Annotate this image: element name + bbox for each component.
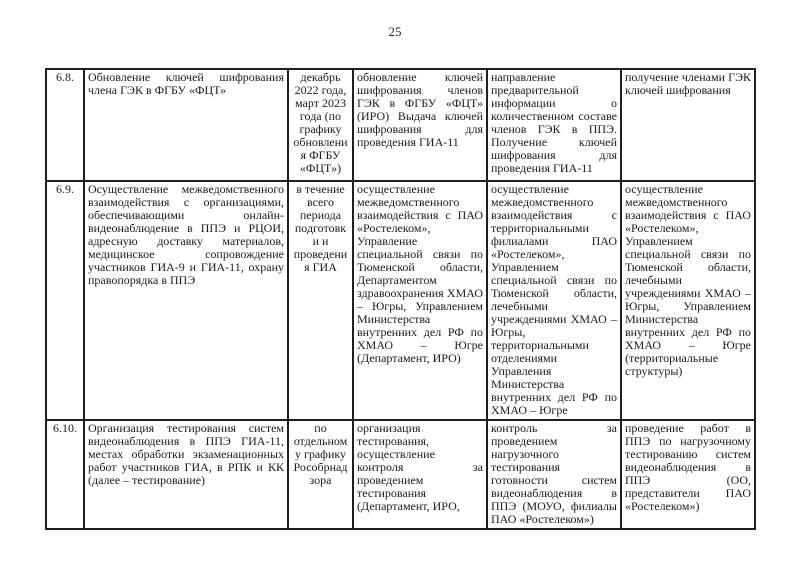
regional-actions-cell: обновление ключей шифрования членов ГЭК в ФГБУ «ФЦТ» (ИРО) Выдача ключей шифрования для проведения ГИА-11 [353, 69, 487, 181]
period-cell: по отдельному графику Рособрнадзора [288, 420, 353, 529]
school-actions-cell: получение членами ГЭК ключей шифрования [621, 69, 755, 181]
row-number-cell: 6.10. [46, 420, 84, 529]
row-number-cell: 6.9. [46, 181, 84, 420]
table-row-6-10 [46, 420, 755, 529]
regional-actions-cell: осуществление межведомственного взаимодействия с ПАО «Ростелеком», Управление специальной связи по Тюменской области, Департаментом здравоохранения ХМАО – Югры, Управлением Министерства внутренних дел РФ по ХМАО – Югре (Департамент, ИРО) [353, 181, 487, 420]
activity-table [45, 68, 756, 530]
school-actions-cell: осуществление межведомственного взаимодействия с ПАО «Ростелеком», Управлением специальной связи по Тюменской области, лечебными учреждениями ХМАО – Югры, Управлением Министерства внутренних дел РФ по ХМАО – Югре (территориальные структуры) [621, 181, 755, 420]
activity-cell: Организация тестирования систем видеонаблюдения в ППЭ ГИА-11, местах обработки экзаменационных работ участников ГИА, в РПК и КК (далее – тестирование) [84, 420, 288, 529]
municipal-actions-cell: контроль за проведением нагрузочного тестирования готовности систем видеонаблюдения в ППЭ (МОУО, филиалы ПАО «Ростелеком») [487, 420, 621, 529]
regional-actions-cell: организация тестирования, осуществление контроля за проведением тестирования (Департамент, ИРО, [353, 420, 487, 529]
activity-cell: Осуществление межведомственного взаимодействия с организациями, обеспечивающими онлайн-видеонаблюдение в ППЭ и РЦОИ, адресную доставку материалов, медицинское сопровождение участников ГИА-9 и ГИА-11, охрану правопорядка в ППЭ [84, 181, 288, 420]
municipal-actions-cell: осуществление межведомственного взаимодействия с территориальными филиалами ПАО «Ростелеком», Управлением специальной связи по Тюменской области, лечебными учреждениями ХМАО – Югры, территориальными отделениями Управления Министерства внутренних дел РФ по ХМАО – Югре [487, 181, 621, 420]
table-row-6-8 [46, 69, 755, 181]
school-actions-cell: проведение работ в ППЭ по нагрузочному тестированию систем видеонаблюдения в ППЭ (ОО, представители ПАО «Ростелеком») [621, 420, 755, 529]
table-row-6-9 [46, 181, 755, 420]
period-cell: в течение всего периода подготовки и проведения ГИА [288, 181, 353, 420]
period-cell: декабрь 2022 года, март 2023 года (по графику обновления ФГБУ «ФЦТ») [288, 69, 353, 181]
page-number: 25 [388, 24, 402, 39]
row-number-cell: 6.8. [46, 69, 84, 181]
municipal-actions-cell: направление предварительной информации о количественном составе членов ГЭК в ППЭ. Получение ключей шифрования для проведения ГИА-11 [487, 69, 621, 181]
activity-cell: Обновление ключей шифрования члена ГЭК в ФГБУ «ФЦТ» [84, 69, 288, 181]
